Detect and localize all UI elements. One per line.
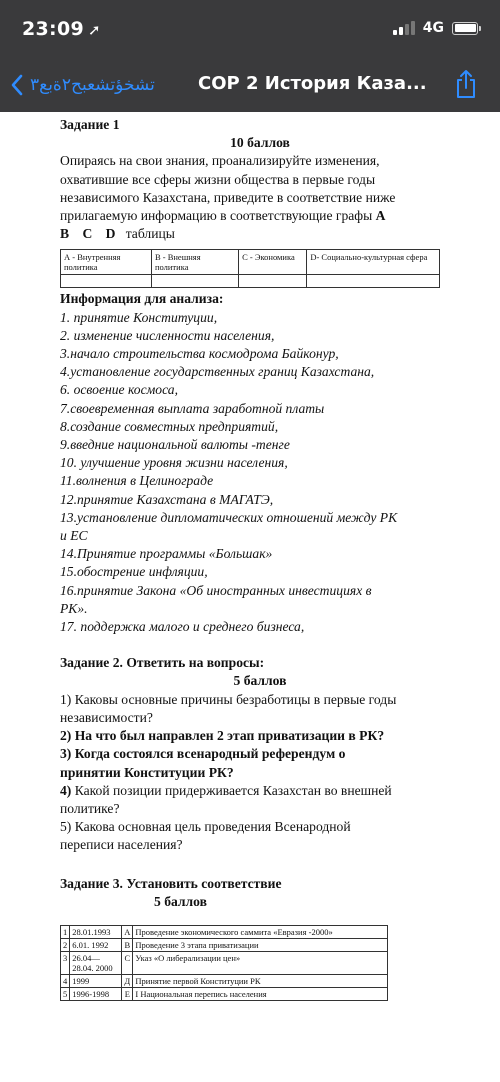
back-label: تشخؤتشعبح٢ةبع٣ [30, 75, 155, 95]
task2-heading: Задание 2. Ответить на вопросы: [60, 655, 265, 671]
table-cell[interactable] [151, 275, 238, 288]
row-date: 26.04—28.04. 2000 [70, 951, 122, 974]
row-number: 3 [61, 951, 70, 974]
info-item: 12.принятие Казахстана в МАГАТЭ, [60, 491, 274, 507]
info-item: 8.создание совместных предприятий, [60, 418, 279, 434]
question-1-cont: независимости? [60, 709, 153, 725]
question-3-cont: принятии Конституции РК? [60, 764, 234, 780]
info-item: 6. освоение космоса, [60, 382, 178, 398]
row-date: 1996-1998 [70, 987, 122, 1000]
task1-letters: B C D [60, 226, 116, 242]
info-item: 3.начало строительства космодрома Байконур, [60, 346, 339, 362]
nav-bar [0, 58, 500, 112]
table-row [61, 974, 388, 987]
categories-table [60, 249, 440, 288]
table-header-d: D- Социально-культурная сфера [307, 250, 440, 275]
table-row [61, 275, 440, 288]
info-item: 9.введние национальной валюты -тенге [60, 437, 290, 453]
question-2: 2) На что был направлен 2 этап приватизации в РК? [60, 728, 385, 744]
task1-text-line [60, 207, 460, 225]
row-event: Проведение экономического саммита «Евразия -2000» [133, 925, 388, 938]
task1-heading: Задание 1 [60, 117, 120, 132]
table-row [61, 925, 388, 938]
table-cell[interactable] [61, 275, 152, 288]
table-row [61, 951, 388, 974]
task1-letters-suffix: таблицы [125, 226, 175, 242]
info-item: 1. принятие Конституции, [60, 309, 218, 325]
question-4-number: 4) [60, 782, 72, 798]
table-cell[interactable] [239, 275, 307, 288]
row-date: 1999 [70, 974, 122, 987]
battery-icon [452, 22, 478, 35]
row-event: I Национальная перепись населения [133, 987, 388, 1000]
task1-points: 10 баллов [230, 135, 290, 151]
status-icons [393, 20, 478, 36]
row-letter: Д [122, 974, 133, 987]
question-5-cont: переписи населения? [60, 837, 183, 853]
row-letter: Е [122, 987, 133, 1000]
table-cell[interactable] [307, 275, 440, 288]
question-3: 3) Когда состоялся всенародный референдум о [60, 746, 346, 762]
table-header-c: С - Экономика [239, 250, 307, 275]
task3-heading: Задание 3. Установить соответствие [60, 875, 282, 891]
document-content [60, 116, 460, 1001]
status-time [22, 18, 101, 40]
table-row [61, 938, 388, 951]
row-number: 5 [61, 987, 70, 1000]
info-item: 17. поддержка малого и среднего бизнеса, [60, 619, 305, 635]
row-date: 28.01.1993 [70, 925, 122, 938]
question-5: 5) Какова основная цель проведения Всенародной [60, 819, 351, 835]
info-item: 15.обострение инфляции, [60, 564, 208, 580]
row-date: 6.01. 1992 [70, 938, 122, 951]
row-number: 4 [61, 974, 70, 987]
task1-text-line: независимого Казахстана, приведите в соответствие ниже [60, 189, 396, 205]
question-4 [60, 782, 460, 800]
info-item: 10. улучшение уровня жизни населения, [60, 455, 288, 471]
row-letter: С [122, 951, 133, 974]
info-item: и ЕС [60, 528, 88, 544]
location-arrow-icon: ➚ [87, 21, 101, 39]
row-letter: В [122, 938, 133, 951]
document-title: СОР 2 История Каза... [198, 73, 427, 94]
back-button[interactable] [10, 68, 155, 102]
info-item: 11.волнения в Целинограде [60, 473, 214, 489]
status-bar [0, 0, 500, 58]
row-number: 1 [61, 925, 70, 938]
info-item: РК». [60, 600, 88, 616]
document-page[interactable] [0, 112, 500, 1082]
row-number: 2 [61, 938, 70, 951]
chevron-left-icon [10, 74, 24, 96]
task1-text-line: Опираясь на свои знания, проанализируйте изменения, [60, 153, 380, 169]
info-item: 16.принятие Закона «Об иностранных инвестициях в [60, 582, 372, 598]
task1-text-prefix: прилагаемую информацию в соответствующие графы [60, 208, 376, 224]
info-heading: Информация для анализа: [60, 291, 224, 307]
task1-letters-line [60, 225, 460, 243]
task1-text-line: охватившие все сферы жизни общества в первые годы [60, 171, 376, 187]
task2-points: 5 баллов [233, 673, 287, 689]
row-event: Указ «О либерализации цен» [133, 951, 388, 974]
table-row [61, 987, 388, 1000]
question-4-text: Какой позиции придерживается Казахстан во внешней [71, 782, 392, 798]
table-row [61, 250, 440, 275]
matching-table [60, 925, 388, 1001]
share-icon[interactable] [454, 69, 478, 99]
info-item: 2. изменение численности населения, [60, 327, 275, 343]
clock: 23:09 [22, 18, 84, 40]
row-event: Проведение 3 этапа приватизации [133, 938, 388, 951]
question-1: 1) Каковы основные причины безработицы в первые годы [60, 691, 397, 707]
question-4-cont: политике? [60, 800, 120, 816]
info-item: 4.установление государственных границ Казахстана, [60, 364, 375, 380]
row-event: Принятие первой Конституции РК [133, 974, 388, 987]
info-item: 13.установление дипломатических отношений между РК [60, 509, 398, 525]
task3-points: 5 баллов [154, 893, 207, 909]
task1-letter-a: A [375, 208, 386, 224]
row-letter: А [122, 925, 133, 938]
info-item: 14.Принятие программы «Большак» [60, 546, 273, 562]
network-type: 4G [422, 20, 444, 36]
table-header-b: В - Внешняя политика [151, 250, 238, 275]
info-item: 7.своевременная выплата заработной платы [60, 400, 325, 416]
table-header-a: А - Внутренняя политика [61, 250, 152, 275]
signal-bars-icon [393, 21, 415, 35]
